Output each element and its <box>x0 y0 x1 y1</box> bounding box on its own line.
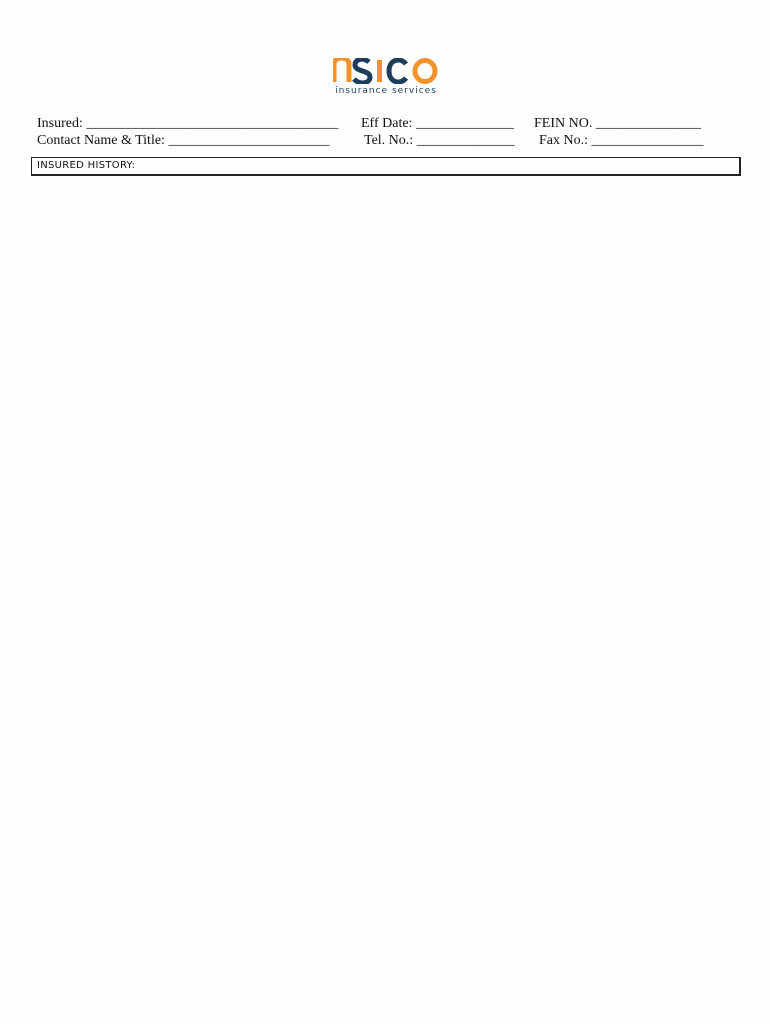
fein-field[interactable]: FEIN NO. _______________ <box>534 116 701 131</box>
logo-wordmark-graphic <box>333 50 439 84</box>
contact-name-title-field[interactable]: Contact Name & Title: _______________________ <box>37 133 330 148</box>
insured-history-label: INSURED HISTORY: <box>37 160 136 171</box>
insured-field[interactable]: Insured: ____________________________________ <box>37 116 339 131</box>
logo-tagline: insurance services <box>335 86 437 96</box>
fax-field[interactable]: Fax No.: ________________ <box>539 133 704 148</box>
tel-field[interactable]: Tel. No.: ______________ <box>364 133 515 148</box>
insured-history-box[interactable] <box>31 157 741 176</box>
company-logo <box>333 50 439 98</box>
eff-date-field[interactable]: Eff Date: ______________ <box>361 116 514 131</box>
